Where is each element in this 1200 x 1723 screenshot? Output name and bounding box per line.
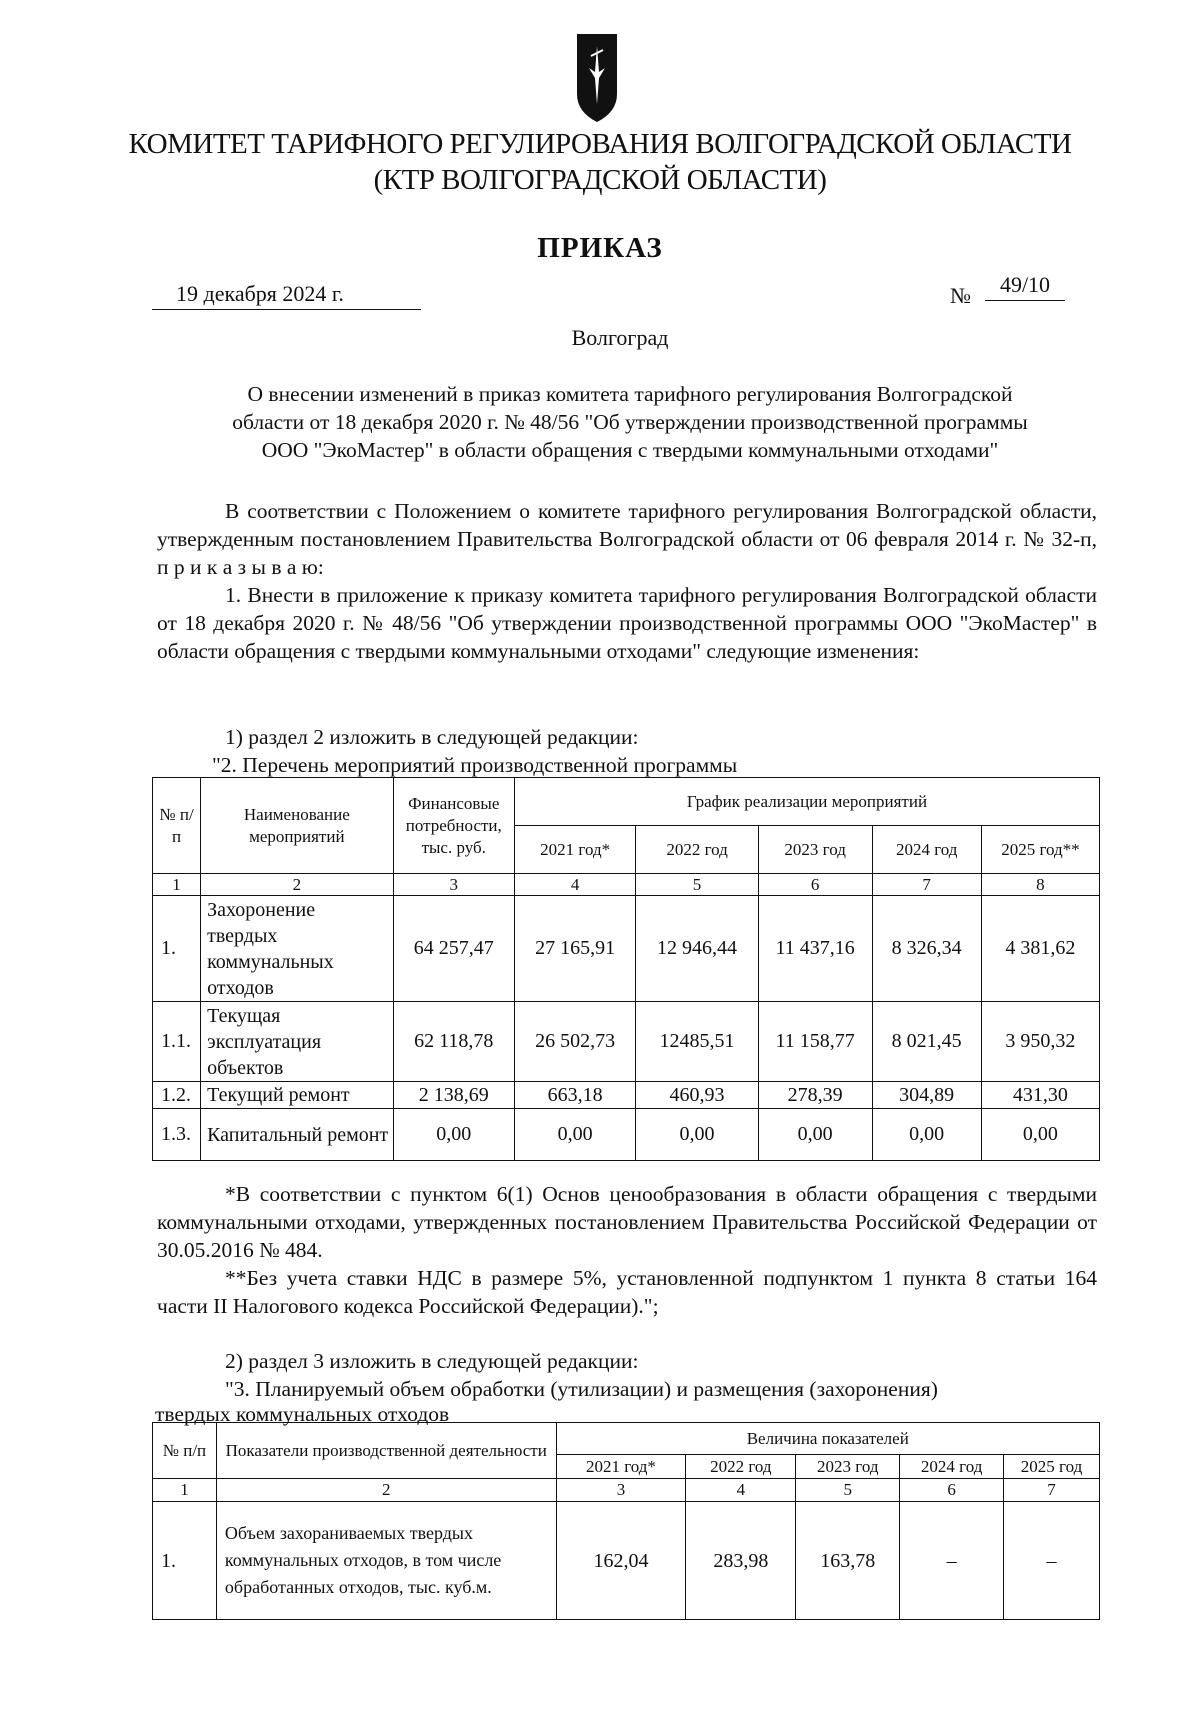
column-number: 6 bbox=[900, 1479, 1004, 1502]
row-num: 1.1. bbox=[153, 1002, 201, 1082]
row-2024: 8 021,45 bbox=[872, 1002, 981, 1082]
row-name: Захоронение твердых коммунальных отходов bbox=[201, 896, 393, 1002]
column-number: 8 bbox=[981, 874, 1099, 896]
row-2021: 0,00 bbox=[514, 1109, 635, 1161]
column-number: 7 bbox=[1004, 1479, 1100, 1502]
doc-subject bbox=[175, 380, 1085, 464]
header-name: Наименование мероприятий bbox=[201, 778, 393, 874]
row-2021: 27 165,91 bbox=[514, 896, 635, 1002]
row-2025: – bbox=[1004, 1502, 1100, 1620]
row-num: 1. bbox=[153, 896, 201, 1002]
org-abbreviation: (КТР ВОЛГОГРАДСКОЙ ОБЛАСТИ) bbox=[373, 164, 827, 196]
column-number: 3 bbox=[393, 874, 514, 896]
doc-title: ПРИКАЗ bbox=[537, 232, 663, 264]
table-row bbox=[153, 1082, 1100, 1109]
row-name: Капитальный ремонт bbox=[201, 1109, 393, 1161]
row-name: Объем захораниваемых твердых коммунальных отходов, в том числе обработанных отходов, тыс. куб.м. bbox=[216, 1502, 556, 1620]
row-2025: 3 950,32 bbox=[981, 1002, 1099, 1082]
row-2024: 8 326,34 bbox=[872, 896, 981, 1002]
row-2022: 12 946,44 bbox=[636, 896, 758, 1002]
row-2025: 0,00 bbox=[981, 1109, 1099, 1161]
row-name: Текущий ремонт bbox=[201, 1082, 393, 1109]
header-year: 2025 год bbox=[1004, 1455, 1100, 1479]
column-number: 4 bbox=[514, 874, 635, 896]
column-number: 2 bbox=[201, 874, 393, 896]
column-number: 6 bbox=[758, 874, 872, 896]
footnote-1: *В соответствии с пунктом 6(1) Основ ценообразования в области обращения с твердыми коммунальными отходами, утвержденных постановлением Правительства Российской Федерации от 30.05.2016 № 484. bbox=[157, 1182, 1097, 1262]
column-number: 1 bbox=[153, 1479, 217, 1502]
section1-intro: 1) раздел 2 изложить в следующей редакции: bbox=[225, 725, 639, 749]
row-2021: 162,04 bbox=[556, 1502, 686, 1620]
header-num: № п/п bbox=[153, 1423, 217, 1479]
row-name: Текущая эксплуатация объектов bbox=[201, 1002, 393, 1082]
row-finance: 62 118,78 bbox=[393, 1002, 514, 1082]
section2-intro: 2) раздел 3 изложить в следующей редакции: bbox=[225, 1349, 639, 1373]
header-num: № п/п bbox=[153, 778, 201, 874]
column-number: 4 bbox=[686, 1479, 796, 1502]
header-year: 2022 год bbox=[686, 1455, 796, 1479]
table-row bbox=[153, 1502, 1100, 1620]
row-2024: 304,89 bbox=[872, 1082, 981, 1109]
section2-heading: "3. Планируемый объем обработки (утилизации) и размещения (захоронения) bbox=[225, 1377, 938, 1401]
row-2023: 278,39 bbox=[758, 1082, 872, 1109]
doc-number: 49/10 bbox=[985, 270, 1065, 301]
header-finance: Финансовые потребности, тыс. руб. bbox=[393, 778, 514, 874]
row-2022: 283,98 bbox=[686, 1502, 796, 1620]
row-2025: 4 381,62 bbox=[981, 896, 1099, 1002]
row-finance: 64 257,47 bbox=[393, 896, 514, 1002]
row-finance: 0,00 bbox=[393, 1109, 514, 1161]
row-2021: 26 502,73 bbox=[514, 1002, 635, 1082]
coat-of-arms-icon bbox=[575, 32, 619, 124]
header-year: 2022 год bbox=[636, 826, 758, 874]
column-number: 7 bbox=[872, 874, 981, 896]
doc-date: 19 декабря 2024 г. bbox=[152, 279, 421, 310]
table-row bbox=[153, 896, 1100, 1002]
header-schedule: График реализации мероприятий bbox=[514, 778, 1099, 826]
order-paragraph-1: 1. Внести в приложение к приказу комитета тарифного регулирования Волгоградской области от 18 декабря 2020 г. № 48/56 "Об утверждении производственной программы ООО "ЭкоМастер" в области обращения с твердыми коммунальными отходами" следующие изменения: bbox=[157, 583, 1097, 663]
header-year: 2025 год** bbox=[981, 826, 1099, 874]
column-number: 2 bbox=[216, 1479, 556, 1502]
org-name: КОМИТЕТ ТАРИФНОГО РЕГУЛИРОВАНИЯ ВОЛГОГРАДСКОЙ ОБЛАСТИ bbox=[128, 128, 1072, 160]
row-num: 1. bbox=[153, 1502, 217, 1620]
footnote-2: **Без учета ставки НДС в размере 5%, установленной подпунктом 1 пункта 8 статьи 164 части II Налогового кодекса Российской Федерации)."; bbox=[157, 1266, 1097, 1318]
row-2022: 460,93 bbox=[636, 1082, 758, 1109]
row-2021: 663,18 bbox=[514, 1082, 635, 1109]
row-2024: – bbox=[900, 1502, 1004, 1620]
doc-city: Волгоград bbox=[571, 325, 669, 350]
row-2023: 163,78 bbox=[796, 1502, 900, 1620]
row-finance: 2 138,69 bbox=[393, 1082, 514, 1109]
indicators-table bbox=[152, 1422, 1100, 1620]
section1-heading: "2. Перечень мероприятий производственной программы bbox=[212, 753, 738, 777]
row-2023: 11 158,77 bbox=[758, 1002, 872, 1082]
subject-line: ООО "ЭкоМастер" в области обращения с твердыми коммунальными отходами" bbox=[261, 438, 999, 462]
header-year: 2023 год bbox=[758, 826, 872, 874]
header-year: 2024 год bbox=[872, 826, 981, 874]
column-number: 1 bbox=[153, 874, 201, 896]
doc-number-label: № bbox=[950, 283, 971, 308]
preamble-paragraph: В соответствии с Положением о комитете тарифного регулирования Волгоградской области, утвержденным постановлением Правительства Волгоградской области от 06 февраля 2014 г. № 32-п, п р и к а з ы в а ю: bbox=[157, 499, 1097, 579]
column-number: 3 bbox=[556, 1479, 686, 1502]
row-2022: 12485,51 bbox=[636, 1002, 758, 1082]
table-row bbox=[153, 1002, 1100, 1082]
row-2025: 431,30 bbox=[981, 1082, 1099, 1109]
subject-line: области от 18 декабря 2020 г. № 48/56 "Об утверждении производственной программы bbox=[232, 410, 1028, 434]
row-num: 1.3. bbox=[153, 1109, 201, 1161]
row-2024: 0,00 bbox=[872, 1109, 981, 1161]
row-2023: 11 437,16 bbox=[758, 896, 872, 1002]
row-num: 1.2. bbox=[153, 1082, 201, 1109]
header-year: 2024 год bbox=[900, 1455, 1004, 1479]
subject-line: О внесении изменений в приказ комитета тарифного регулирования Волгоградской bbox=[247, 382, 1013, 406]
row-2023: 0,00 bbox=[758, 1109, 872, 1161]
header-year: 2021 год* bbox=[556, 1455, 686, 1479]
header-year: 2023 год bbox=[796, 1455, 900, 1479]
table-row bbox=[153, 1109, 1100, 1161]
header-values: Величина показателей bbox=[556, 1423, 1099, 1455]
header-year: 2021 год* bbox=[514, 826, 635, 874]
column-number: 5 bbox=[796, 1479, 900, 1502]
column-number: 5 bbox=[636, 874, 758, 896]
header-name: Показатели производственной деятельности bbox=[216, 1423, 556, 1479]
row-2022: 0,00 bbox=[636, 1109, 758, 1161]
activities-table bbox=[152, 777, 1100, 1161]
section2-heading-cont: твердых коммунальных отходов bbox=[155, 1402, 450, 1426]
